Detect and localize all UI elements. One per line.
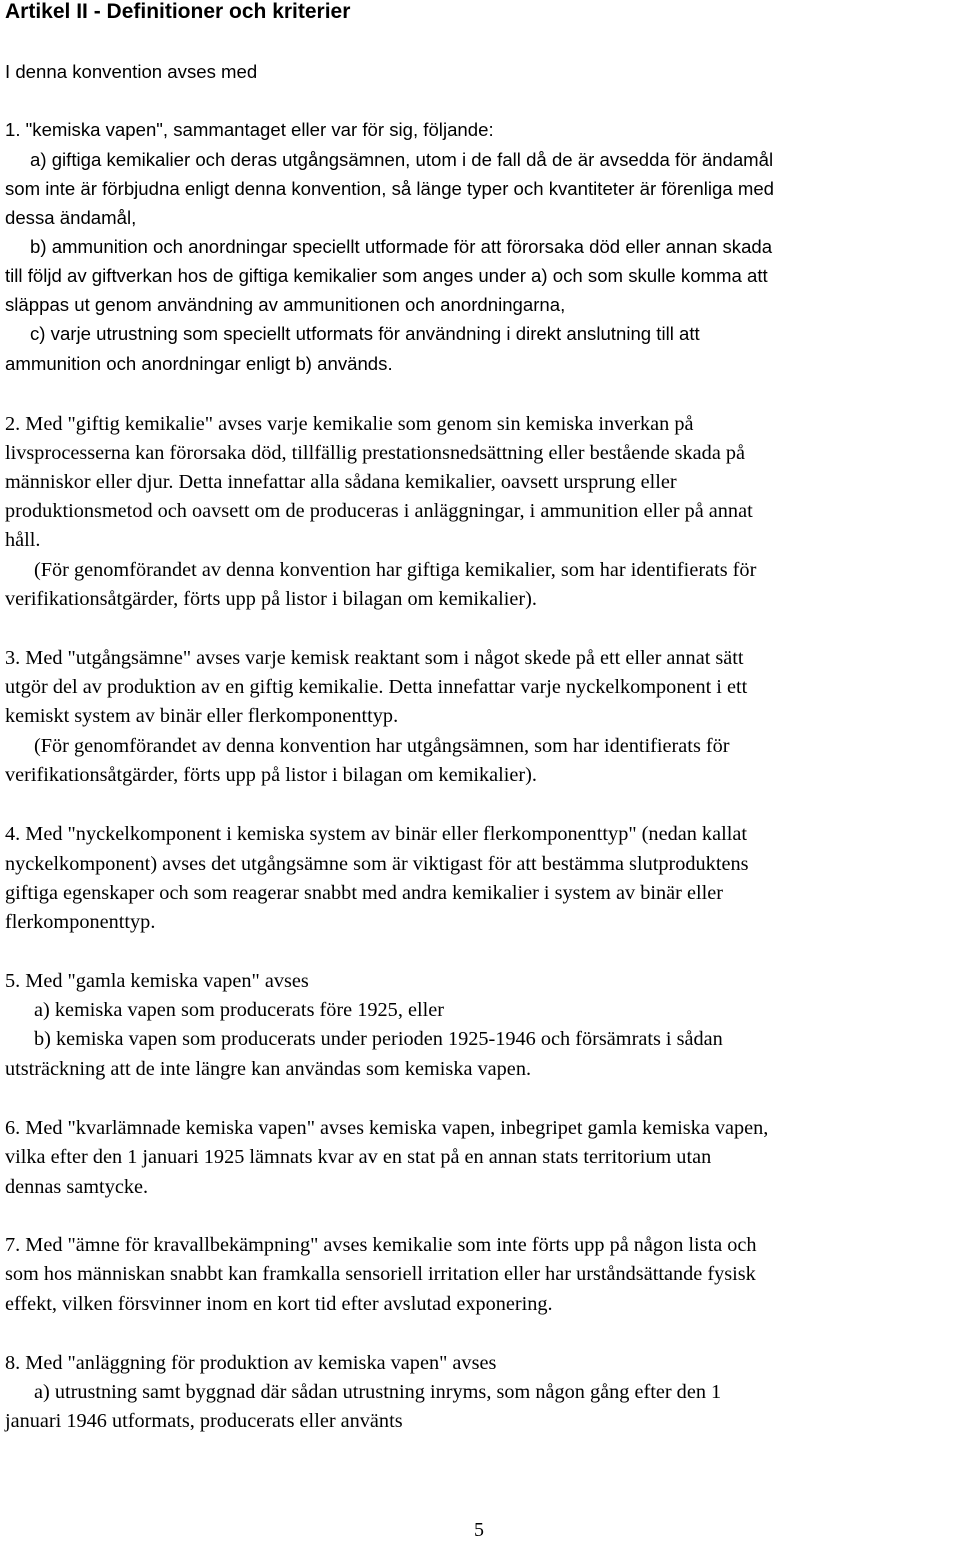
definition-1-line: 1. "kemiska vapen", sammantaget eller var för sig, följande: [5,119,494,140]
definition-5-line: utsträckning att de inte längre kan användas som kemiska vapen. [5,1058,532,1080]
definition-8-line: 8. Med "anläggning för produktion av kemiska vapen" avses [5,1352,497,1374]
definition-3-line: (För genomförandet av denna konvention har utgångsämnen, som har identifierats för [34,735,730,757]
definition-3-line: kemiskt system av binär eller flerkomponenttyp. [5,705,399,727]
definition-3-line: utgör del av produktion av en giftig kemikalie. Detta innefattar varje nyckelkomponent i ett [5,676,748,698]
definition-2-line: produktionsmetod och oavsett om de produceras i anläggningar, i ammunition eller på annat [5,500,753,522]
definition-1-line: dessa ändamål, [5,207,137,228]
definition-1-line: c) varje utrustning som speciellt utformats för användning i direkt anslutning till att [30,323,700,344]
definition-6-line: vilka efter den 1 januari 1925 lämnats kvar av en stat på en annan stats territorium utan [5,1146,712,1168]
definition-7-line: som hos människan snabbt kan framkalla sensoriell irritation eller har urståndsättande fysisk [5,1263,756,1285]
definition-4-line: giftiga egenskaper och som reagerar snabbt med andra kemikalier i system av binär eller [5,882,724,904]
definition-1-line: b) ammunition och anordningar speciellt utformade för att förorsaka död eller annan skada [30,236,773,257]
intro-line: I denna konvention avses med [5,61,258,82]
definition-1-line: som inte är förbjudna enligt denna konvention, så länge typer och kvantiteter är förenliga med [5,178,775,199]
definition-6-line: 6. Med "kvarlämnade kemiska vapen" avses kemiska vapen, inbegripet gamla kemiska vapen, [5,1117,769,1139]
definition-2-line: människor eller djur. Detta innefattar alla sådana kemikalier, oavsett ursprung eller [5,471,677,493]
definition-4-line: nyckelkomponent) avses det utgångsämne som är viktigast för att bestämma slutproduktens [5,853,749,875]
definition-1-line: a) giftiga kemikalier och deras utgångsämnen, utom i de fall då de är avsedda för ändamål [30,149,774,170]
definition-4-line: 4. Med "nyckelkomponent i kemiska system av binär eller flerkomponenttyp" (nedan kallat [5,823,747,845]
definition-1-line: släppas ut genom användning av ammunitionen och anordningarna, [5,294,566,315]
definition-8-line: a) utrustning samt byggnad där sådan utrustning inryms, som någon gång efter den 1 [34,1381,722,1403]
definition-2-line: 2. Med "giftig kemikalie" avses varje kemikalie som genom sin kemiska inverkan på [5,413,694,435]
definition-7-line: effekt, vilken försvinner inom en kort tid efter avslutad exponering. [5,1293,553,1315]
definition-5-line: a) kemiska vapen som producerats före 1925, eller [34,999,444,1021]
definition-2-line: livsprocesserna kan förorsaka död, tillfällig prestationsnedsättning eller bestående skada på [5,442,746,464]
article-heading: Artikel II - Definitioner och kriterier [5,0,351,23]
definition-8-line: januari 1946 utformats, producerats eller använts [5,1410,403,1432]
definition-2-line: (För genomförandet av denna konvention har giftiga kemikalier, som har identifierats för [34,559,757,581]
definition-1-line: ammunition och anordningar enligt b) används. [5,353,393,374]
definition-7-line: 7. Med "ämne för kravallbekämpning" avses kemikalie som inte förts upp på någon lista och [5,1234,757,1256]
definition-3-line: verifikationsåtgärder, förts upp på listor i bilagan om kemikalier). [5,764,537,786]
page-number: 5 [474,1519,484,1541]
definition-4-line: flerkomponenttyp. [5,911,156,933]
definition-5-line: b) kemiska vapen som producerats under perioden 1925-1946 och försämrats i sådan [34,1028,723,1050]
definition-6-line: dennas samtycke. [5,1176,149,1198]
definition-5-line: 5. Med "gamla kemiska vapen" avses [5,970,309,992]
definition-2-line: håll. [5,529,41,551]
definition-2-line: verifikationsåtgärder, förts upp på listor i bilagan om kemikalier). [5,588,537,610]
definition-1-line: till följd av giftverkan hos de giftiga kemikalier som anges under a) och som skulle komma att [5,265,768,286]
definition-3-line: 3. Med "utgångsämne" avses varje kemisk reaktant som i något skede på ett eller annat sätt [5,647,744,669]
